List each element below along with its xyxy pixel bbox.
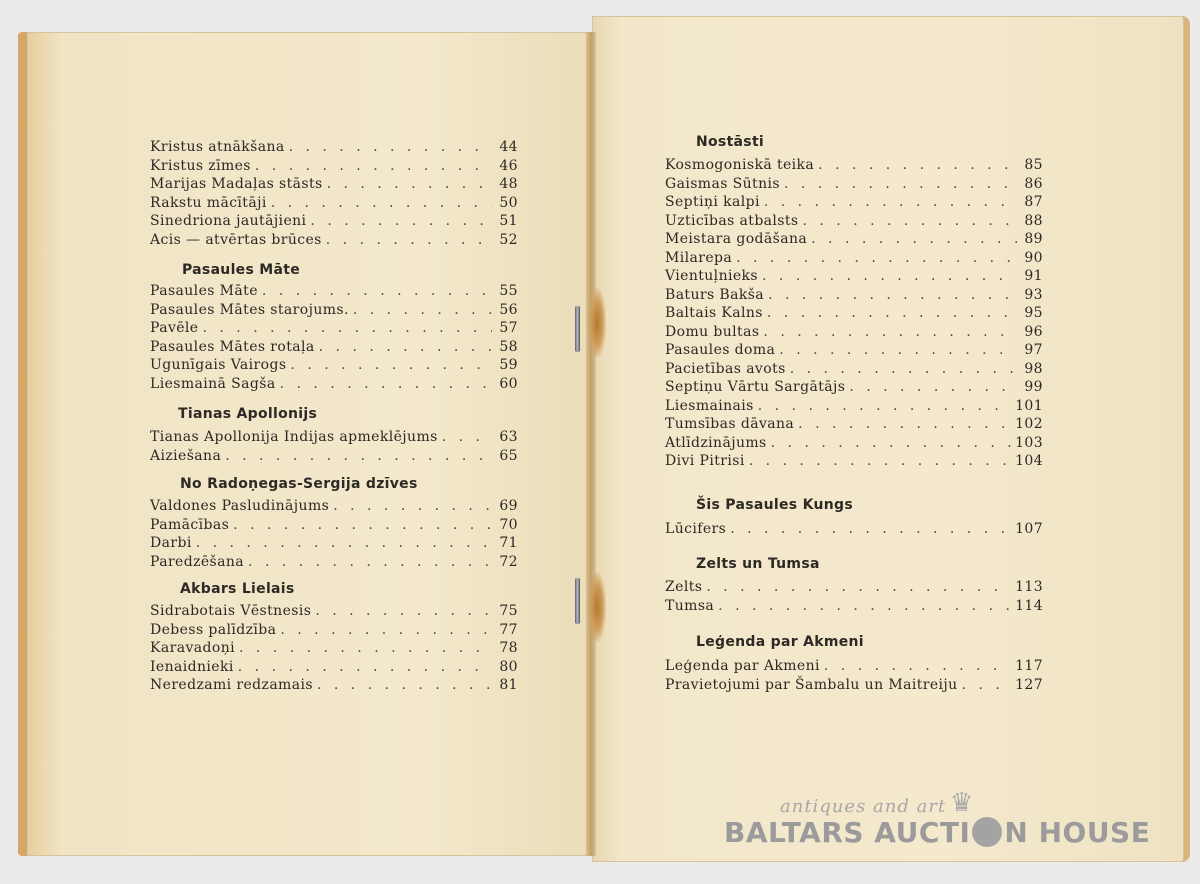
- toc-entry: [150, 375, 518, 394]
- toc-entry: [665, 578, 1043, 597]
- toc-entry-title: Ugunīgais Vairogs: [150, 357, 287, 373]
- toc-entry-page: 107: [1015, 521, 1043, 537]
- leader-dots: [326, 231, 492, 249]
- toc-entry: [665, 341, 1043, 360]
- leader-dots: [248, 553, 492, 571]
- toc-entry-page: 59: [499, 357, 518, 373]
- toc-entry-title: Milarepa: [665, 249, 733, 266]
- leader-dots: [818, 156, 1017, 174]
- toc-entry: [665, 378, 1043, 397]
- leader-dots: [310, 212, 492, 230]
- toc-entry-title: Gaismas Sūtnis: [665, 175, 780, 192]
- toc-entry-page: 95: [1024, 305, 1043, 321]
- toc-entry-page: 57: [499, 320, 518, 336]
- leader-dots: [262, 282, 492, 300]
- toc-entry-title: Domu bultas: [665, 323, 760, 340]
- leader-dots: [442, 428, 492, 446]
- toc-entry: [665, 434, 1043, 453]
- toc-entry-page: 96: [1024, 323, 1043, 340]
- toc-entry-title: Liesmainais: [665, 397, 754, 414]
- toc-entry: [150, 447, 518, 466]
- toc-entry-title: Vientuļnieks: [665, 268, 759, 284]
- toc-entry-page: 58: [499, 338, 518, 355]
- watermark-tagline: antiques and art: [780, 796, 947, 817]
- toc-entry-title: Uzticības atbalsts: [665, 212, 799, 229]
- toc-entry-page: 102: [1015, 416, 1043, 432]
- toc-entry: [150, 676, 518, 695]
- leader-dots: [758, 397, 1011, 415]
- watermark-brand-part1: BALTARS AUCTI: [724, 816, 971, 849]
- toc-entry-page: 86: [1024, 175, 1043, 192]
- toc-entry: [665, 597, 1043, 616]
- coin-icon: [972, 817, 1002, 847]
- leader-dots: [333, 497, 492, 515]
- toc-entry: [150, 639, 518, 658]
- toc-entry: [150, 338, 518, 357]
- toc-entry-title: Debess palīdzība: [150, 621, 277, 638]
- leader-dots: [790, 360, 1017, 378]
- leader-dots: [233, 516, 492, 534]
- crown-icon: ♛: [950, 788, 974, 818]
- toc-entry-title: Rakstu mācītāji: [150, 194, 267, 211]
- toc-entry-title: Tumsības dāvana: [665, 416, 795, 432]
- toc-entry: [665, 267, 1043, 286]
- leader-dots: [271, 194, 492, 212]
- leader-dots: [280, 621, 492, 639]
- toc-entry: [150, 621, 518, 640]
- toc-entry: [150, 194, 518, 213]
- watermark-brand: [724, 816, 1150, 849]
- leader-dots: [718, 597, 1011, 615]
- toc-entry-title: Kosmogoniskā teika: [665, 157, 815, 173]
- leader-dots: [315, 602, 492, 620]
- leader-dots: [771, 434, 1011, 452]
- toc-entry: [665, 676, 1043, 695]
- toc-entry: [665, 452, 1043, 471]
- leader-dots: [962, 676, 1012, 694]
- toc-entry-title: Sidrabotais Vēstnesis: [150, 603, 312, 619]
- leader-dots: [280, 375, 492, 393]
- toc-entry-page: 91: [1024, 268, 1043, 284]
- leader-dots: [798, 415, 1011, 433]
- toc-entry: [150, 553, 518, 572]
- leader-dots: [238, 658, 492, 676]
- toc-section: [150, 497, 518, 571]
- leader-dots: [811, 230, 1017, 248]
- leader-dots: [327, 175, 492, 193]
- staple-rust-stain: [588, 288, 606, 358]
- section-heading: Šis Pasaules Kungs: [696, 497, 853, 513]
- toc-entry: [665, 193, 1043, 212]
- toc-entry-title: Valdones Pasludinājums: [150, 498, 330, 514]
- toc-entry: [665, 520, 1043, 539]
- toc-entry-page: 93: [1024, 286, 1043, 303]
- toc-entry-page: 69: [499, 498, 518, 514]
- leader-dots: [784, 175, 1017, 193]
- toc-entry-title: Pravietojumi par Šambalu un Maitreiju: [665, 676, 958, 693]
- toc-entry-title: Pasaules Mātes starojums.: [150, 301, 349, 318]
- toc-entry: [665, 304, 1043, 323]
- leader-dots: [353, 301, 492, 319]
- leader-dots: [730, 520, 1011, 538]
- toc-section: [665, 657, 1043, 694]
- leader-dots: [319, 338, 492, 356]
- toc-entry-title: Aiziešana: [150, 447, 222, 464]
- toc-entry-page: 98: [1024, 360, 1043, 377]
- section-heading: Tianas Apollonijs: [178, 406, 318, 422]
- toc-entry: [665, 175, 1043, 194]
- leader-dots: [736, 249, 1017, 267]
- toc-entry-title: Pasaules doma: [665, 342, 776, 358]
- toc-entry-title: Septiņu Vārtu Sargātājs: [665, 379, 846, 395]
- leader-dots: [762, 267, 1017, 285]
- toc-entry-page: 117: [1015, 658, 1043, 674]
- toc-entry: [665, 286, 1043, 305]
- toc-entry-page: 63: [499, 429, 518, 445]
- toc-entry: [665, 230, 1043, 249]
- toc-entry-page: 78: [499, 640, 518, 656]
- toc-entry-page: 103: [1015, 434, 1043, 451]
- toc-entry-title: Pamācības: [150, 516, 230, 533]
- toc-entry: [150, 301, 518, 320]
- toc-entry-title: Atlīdzinājums: [665, 434, 767, 451]
- toc-entry: [665, 415, 1043, 434]
- toc-entry: [150, 602, 518, 621]
- section-heading: Leģenda par Akmeni: [696, 634, 864, 650]
- toc-entry-title: Kristus atnākšana: [150, 139, 285, 155]
- toc-entry: [150, 138, 518, 157]
- toc-entry-title: Liesmainā Sagša: [150, 375, 276, 392]
- leader-dots: [764, 193, 1017, 211]
- toc-entry: [150, 231, 518, 250]
- toc-entry-title: Tumsa: [665, 597, 715, 614]
- leader-dots: [239, 639, 492, 657]
- leader-dots: [803, 212, 1018, 230]
- toc-entry-page: 88: [1024, 212, 1043, 229]
- toc-entry-title: Ienaidnieki: [150, 658, 234, 675]
- toc-entry-title: Marijas Madaļas stāsts: [150, 176, 323, 192]
- toc-entry-page: 70: [499, 516, 518, 533]
- toc-section: [665, 520, 1043, 539]
- toc-entry-title: Pasaules Mātes rotaļa: [150, 338, 315, 355]
- toc-entry-title: Acis — atvērtas brūces: [150, 231, 322, 248]
- toc-entry-title: Lūcifers: [665, 521, 727, 537]
- toc-entry-page: 77: [499, 621, 518, 638]
- toc-entry-page: 55: [499, 283, 518, 299]
- toc-section: [150, 138, 518, 249]
- toc-entry-title: Zelts: [665, 579, 703, 595]
- toc-entry-page: 89: [1024, 231, 1043, 247]
- toc-entry: [150, 534, 518, 553]
- leader-dots: [290, 356, 492, 374]
- toc-section: [665, 156, 1043, 471]
- toc-entry-page: 72: [499, 553, 518, 570]
- toc-entry-title: Sinedriona jautājieni: [150, 213, 307, 229]
- section-heading: Nostāsti: [696, 134, 765, 150]
- leader-dots: [706, 578, 1011, 596]
- staple: [575, 578, 580, 624]
- section-heading: Zelts un Tumsa: [696, 556, 820, 572]
- toc-entry-page: 80: [499, 658, 518, 675]
- leader-dots: [768, 286, 1017, 304]
- leader-dots: [289, 138, 492, 156]
- toc-entry: [150, 497, 518, 516]
- toc-entry-title: Neredzami redzamais: [150, 677, 313, 693]
- leader-dots: [196, 534, 492, 552]
- toc-entry-page: 50: [499, 194, 518, 211]
- toc-entry: [150, 157, 518, 176]
- toc-entry: [150, 319, 518, 338]
- watermark-brand-part2: N HOUSE: [1004, 816, 1151, 849]
- toc-entry-title: Darbi: [150, 535, 192, 551]
- toc-entry-page: 87: [1024, 194, 1043, 210]
- toc-entry-page: 60: [499, 375, 518, 392]
- toc-entry: [665, 212, 1043, 231]
- toc-entry: [665, 156, 1043, 175]
- toc-entry: [150, 356, 518, 375]
- toc-entry-page: 114: [1015, 597, 1043, 614]
- toc-entry-page: 46: [499, 157, 518, 174]
- toc-entry-page: 104: [1015, 453, 1043, 469]
- toc-entry-page: 81: [499, 677, 518, 693]
- toc-entry: [665, 397, 1043, 416]
- book-gutter: [586, 32, 596, 856]
- toc-entry-page: 101: [1015, 397, 1043, 414]
- staple: [575, 306, 580, 352]
- toc-entry: [665, 657, 1043, 676]
- toc-section: [665, 578, 1043, 615]
- leader-dots: [763, 323, 1017, 341]
- toc-entry: [150, 516, 518, 535]
- toc-section: [150, 428, 518, 465]
- toc-entry-title: Pavēle: [150, 320, 199, 336]
- toc-entry: [665, 360, 1043, 379]
- leader-dots: [767, 304, 1017, 322]
- toc-entry-title: Leģenda par Akmeni: [665, 658, 820, 674]
- staple-rust-stain: [588, 572, 606, 642]
- toc-entry-page: 52: [499, 231, 518, 248]
- toc-entry-page: 51: [499, 213, 518, 229]
- watermark: [724, 788, 1151, 858]
- section-heading: Akbars Lielais: [180, 581, 295, 597]
- toc-entry-title: Baltais Kalns: [665, 305, 763, 321]
- toc-entry-page: 85: [1024, 157, 1043, 173]
- toc-entry: [150, 175, 518, 194]
- leader-dots: [779, 341, 1017, 359]
- toc-entry-title: Kristus zīmes: [150, 157, 251, 174]
- toc-entry-page: 71: [499, 535, 518, 551]
- leader-dots: [317, 676, 492, 694]
- toc-entry-title: Tianas Apollonija Indijas apmeklējums: [150, 429, 438, 445]
- toc-entry: [150, 282, 518, 301]
- toc-section: [150, 282, 518, 393]
- leader-dots: [749, 452, 1011, 470]
- section-heading: Pasaules Māte: [182, 262, 301, 278]
- toc-entry-title: Pacietības avots: [665, 360, 786, 377]
- toc-entry-page: 127: [1015, 676, 1043, 693]
- toc-entry-page: 75: [499, 603, 518, 619]
- leader-dots: [849, 378, 1017, 396]
- toc-entry-title: Pasaules Māte: [150, 283, 258, 299]
- toc-entry-title: Baturs Bakša: [665, 286, 765, 303]
- toc-entry: [150, 212, 518, 231]
- toc-entry-page: 113: [1015, 579, 1043, 595]
- leader-dots: [824, 657, 1011, 675]
- leader-dots: [225, 447, 492, 465]
- toc-entry-title: Meistara godāšana: [665, 231, 808, 247]
- toc-entry-title: Karavadoņi: [150, 640, 235, 656]
- toc-entry: [150, 428, 518, 447]
- toc-entry: [665, 323, 1043, 342]
- toc-entry-title: Septiņi kalpi: [665, 194, 760, 210]
- toc-entry-page: 65: [499, 447, 518, 464]
- toc-entry-page: 97: [1024, 342, 1043, 358]
- toc-entry-page: 44: [499, 139, 518, 155]
- leader-dots: [255, 157, 492, 175]
- toc-entry-page: 99: [1024, 379, 1043, 395]
- toc-section: [150, 602, 518, 695]
- toc-entry-page: 90: [1024, 249, 1043, 266]
- section-heading: No Radoņegas-Sergija dzīves: [180, 476, 418, 492]
- toc-entry-title: Paredzēšana: [150, 553, 245, 570]
- leader-dots: [203, 319, 493, 337]
- toc-entry-title: Divi Pitrisi: [665, 453, 745, 469]
- toc-entry: [665, 249, 1043, 268]
- toc-entry: [150, 658, 518, 677]
- toc-entry-page: 56: [499, 301, 518, 318]
- toc-entry-page: 48: [499, 176, 518, 192]
